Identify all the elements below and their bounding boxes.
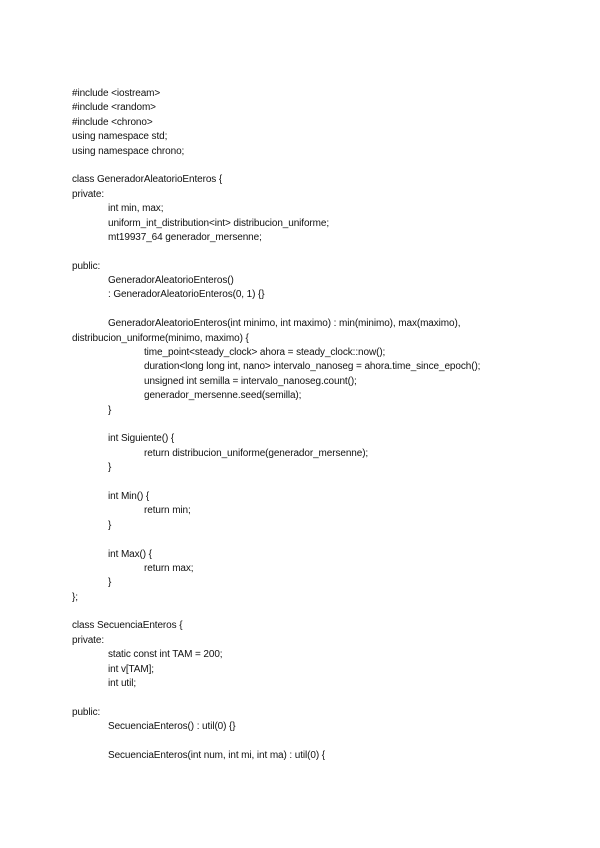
- blank-line: [72, 303, 582, 317]
- code-line: class GeneradorAleatorioEnteros {: [72, 174, 223, 186]
- code-line: GeneradorAleatorioEnteros(): [108, 275, 234, 287]
- code-line: int Max() {: [108, 548, 152, 560]
- code-line: }: [108, 577, 112, 589]
- code-line: }: [108, 462, 112, 474]
- code-line: generador_mersenne.seed(semilla);: [144, 390, 302, 402]
- code-line: GeneradorAleatorioEnteros(int minimo, int maximo) : min(minimo), max(maximo),: [108, 318, 461, 330]
- code-line: mt19937_64 generador_mersenne;: [108, 231, 262, 243]
- code-line: uniform_int_distribution<int> distribucion_uniforme;: [108, 217, 330, 229]
- code-line: SecuenciaEnteros() : util(0) {}: [108, 721, 236, 733]
- code-line: #include <iostream>: [72, 88, 161, 99]
- code-line: return min;: [144, 505, 191, 517]
- code-line: public:: [72, 706, 101, 718]
- code-line: unsigned int semilla = intervalo_nanoseg.count();: [144, 375, 357, 387]
- code-listing: [72, 87, 582, 763]
- code-line: int v[TAM];: [108, 663, 154, 675]
- code-line: return max;: [144, 562, 194, 574]
- blank-line: [72, 691, 582, 705]
- code-line: }: [108, 519, 112, 531]
- code-line: return distribucion_uniforme(generador_mersenne);: [144, 447, 369, 459]
- code-line: private:: [72, 634, 104, 646]
- code-line: int min, max;: [108, 203, 164, 215]
- code-line: }: [108, 404, 112, 416]
- code-line: #include <random>: [72, 102, 156, 114]
- blank-line: [72, 159, 582, 173]
- code-line: static const int TAM = 200;: [108, 649, 223, 661]
- code-line: using namespace chrono;: [72, 145, 185, 157]
- code-line: distribucion_uniforme(minimo, maximo) {: [72, 332, 249, 344]
- code-line: SecuenciaEnteros(int num, int mi, int ma) : util(0) {: [108, 749, 326, 761]
- code-line: : GeneradorAleatorioEnteros(0, 1) {}: [108, 289, 265, 301]
- code-line: };: [72, 591, 78, 603]
- blank-line: [72, 605, 582, 619]
- code-line: private:: [72, 188, 104, 200]
- code-line: int util;: [108, 678, 137, 690]
- code-line: using namespace std;: [72, 131, 168, 143]
- blank-line: [72, 245, 582, 259]
- code-line: duration<long long int, nano> intervalo_nanoseg = ahora.time_since_epoch();: [144, 361, 481, 373]
- code-line: #include <chrono>: [72, 116, 153, 128]
- code-line: int Min() {: [108, 490, 150, 502]
- code-line: int Siguiente() {: [108, 433, 175, 445]
- blank-line: [72, 418, 582, 432]
- code-line: public:: [72, 260, 101, 272]
- blank-line: [72, 735, 582, 749]
- blank-line: [72, 533, 582, 547]
- code-line: class SecuenciaEnteros {: [72, 620, 183, 632]
- blank-line: [72, 476, 582, 490]
- code-line: time_point<steady_clock> ahora = steady_clock::now();: [144, 347, 386, 359]
